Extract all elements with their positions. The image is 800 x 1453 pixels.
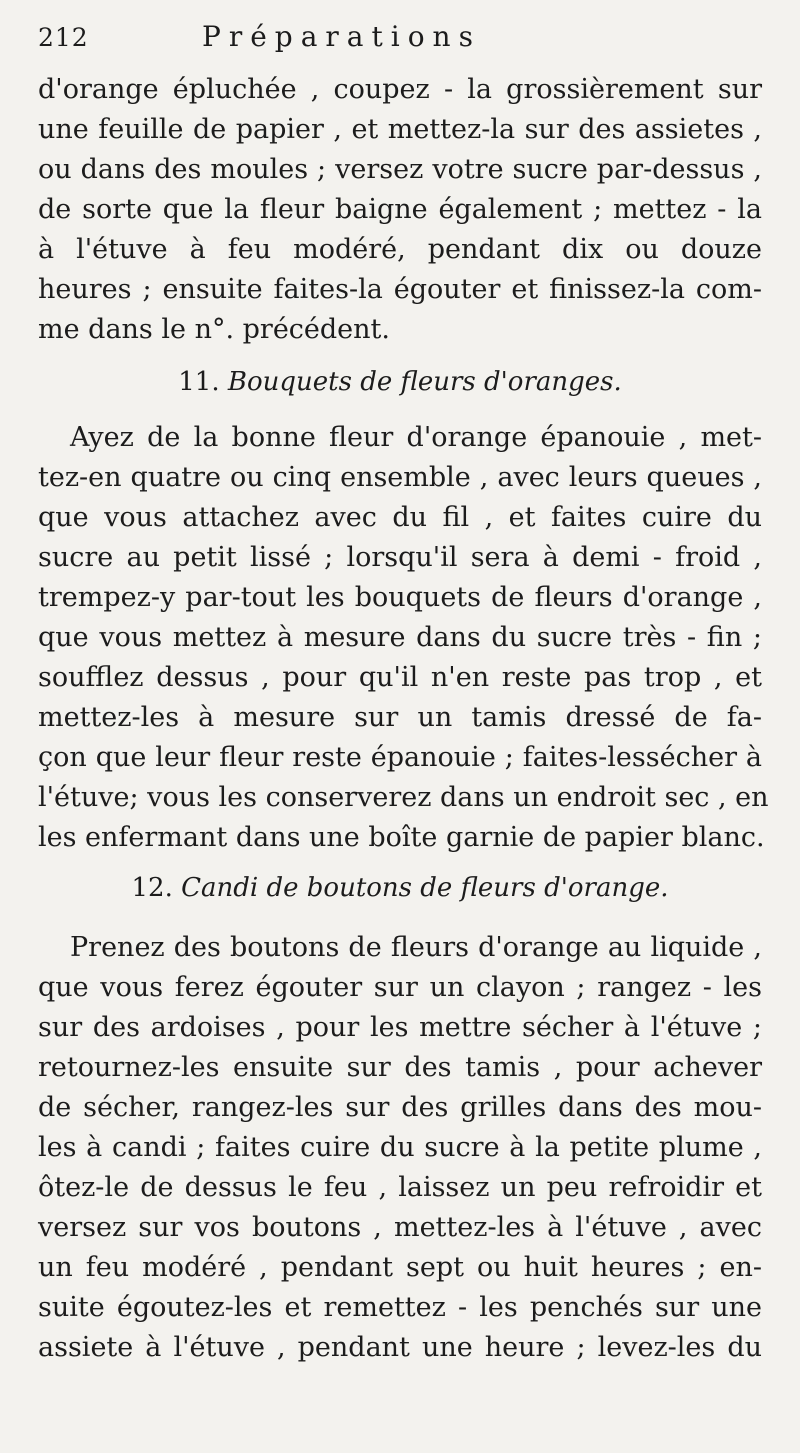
text-line: suite égoutez-les et remettez - les penchés sur une bbox=[38, 1292, 762, 1323]
text-line: que vous mettez à mesure dans du sucre très - fin ; bbox=[38, 622, 762, 653]
paragraph-continuation bbox=[38, 70, 762, 350]
text-line: retournez-les ensuite sur des tamis , pour achever bbox=[38, 1052, 762, 1083]
page-header bbox=[38, 20, 762, 70]
text-line: mettez-les à mesure sur un tamis dressé de fa- bbox=[38, 702, 762, 733]
text-line: trempez-y par-tout les bouquets de fleurs d'orange , bbox=[38, 582, 762, 613]
text-line: de sorte que la fleur baigne également ; mettez - la bbox=[38, 194, 762, 225]
text-line: sur des ardoises , pour les mettre sécher à l'étuve ; bbox=[38, 1012, 762, 1043]
text-line: que vous attachez avec du fil , et faites cuire du bbox=[38, 502, 762, 533]
text-line: me dans le n°. précédent. bbox=[38, 314, 390, 345]
text-line: l'étuve; vous les conserverez dans un endroit sec , en bbox=[38, 782, 769, 813]
section-title: Candi de boutons de fleurs d'orange. bbox=[181, 873, 669, 903]
text-line: ôtez-le de dessus le feu , laissez un peu refroidir et bbox=[38, 1172, 762, 1203]
section-title: Bouquets de fleurs d'oranges. bbox=[227, 367, 622, 397]
section-heading-11 bbox=[38, 356, 762, 408]
text-line: tez-en quatre ou cinq ensemble , avec leurs queues , bbox=[38, 462, 762, 493]
text-line: de sécher, rangez-les sur des grilles dans des mou- bbox=[38, 1092, 762, 1123]
section-heading-12 bbox=[38, 862, 762, 914]
page-number: 212 bbox=[38, 23, 89, 52]
text-line: les à candi ; faites cuire du sucre à la petite plume , bbox=[38, 1132, 762, 1163]
text-line: à l'étuve à feu modéré, pendant dix ou douze bbox=[38, 234, 762, 265]
text-line: une feuille de papier , et mettez-la sur des assietes , bbox=[38, 114, 762, 145]
text-line: un feu modéré , pendant sept ou huit heures ; en- bbox=[38, 1252, 762, 1283]
text-line: Prenez des boutons de fleurs d'orange au liquide , bbox=[70, 932, 762, 963]
section-number: 11. bbox=[178, 367, 220, 397]
paragraph-candi bbox=[38, 928, 762, 1368]
text-line: ou dans des moules ; versez votre sucre par-dessus , bbox=[38, 154, 762, 185]
running-head: Préparations bbox=[202, 20, 481, 53]
text-line: que vous ferez égouter sur un clayon ; rangez - les bbox=[38, 972, 762, 1003]
text-line: çon que leur fleur reste épanouie ; faites-lessécher à bbox=[38, 742, 762, 773]
text-line: sucre au petit lissé ; lorsqu'il sera à demi - froid , bbox=[38, 542, 762, 573]
text-line: heures ; ensuite faites-la égouter et finissez-la com- bbox=[38, 274, 762, 305]
text-line: assiete à l'étuve , pendant une heure ; levez-les du bbox=[38, 1332, 762, 1363]
text-line: versez sur vos boutons , mettez-les à l'étuve , avec bbox=[38, 1212, 762, 1243]
section-number: 12. bbox=[131, 873, 173, 903]
paragraph-bouquets bbox=[38, 418, 769, 858]
text-line: d'orange épluchée , coupez - la grossièrement sur bbox=[38, 74, 762, 105]
text-line: Ayez de la bonne fleur d'orange épanouie , met- bbox=[70, 422, 762, 453]
text-line: soufflez dessus , pour qu'il n'en reste pas trop , et bbox=[38, 662, 762, 693]
text-line: les enfermant dans une boîte garnie de papier blanc. bbox=[38, 822, 765, 853]
